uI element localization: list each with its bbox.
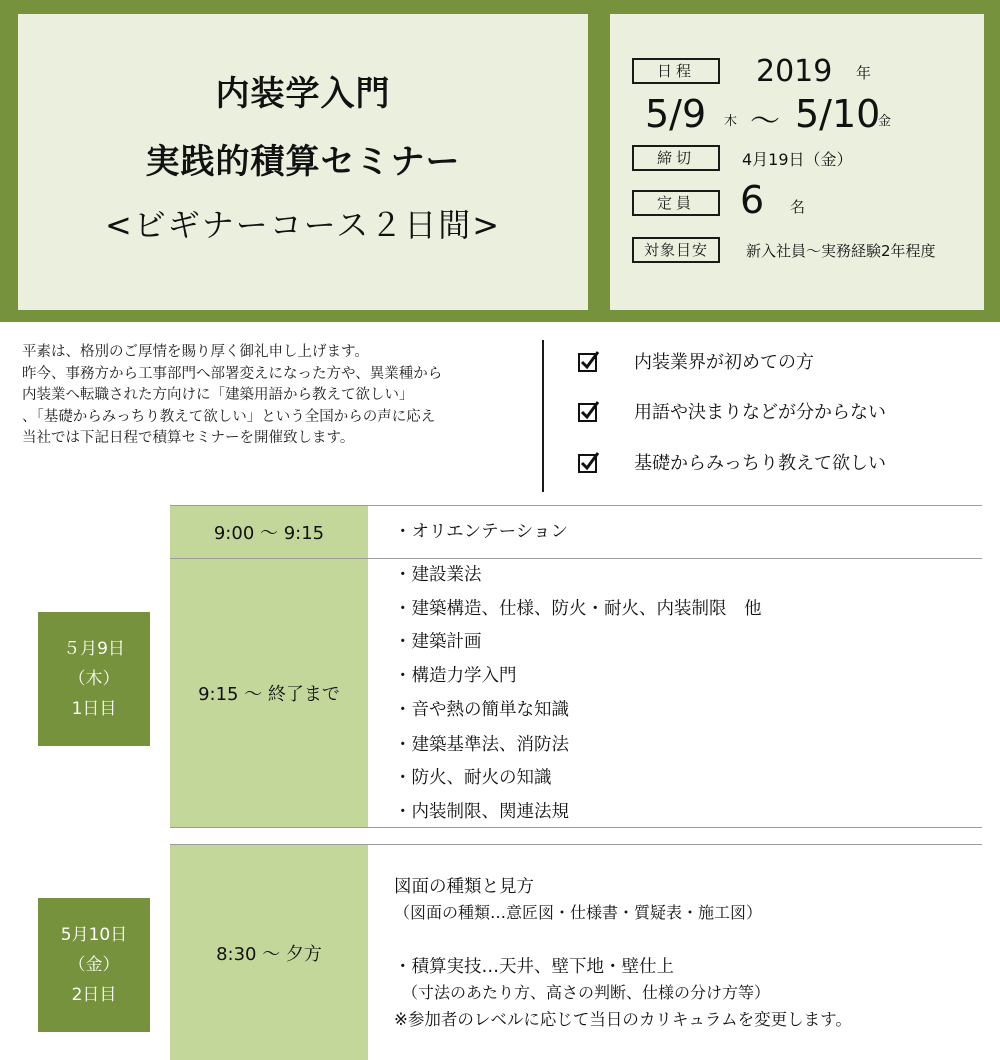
capacity-number: 6: [740, 178, 765, 222]
session-item: ・積算実技…天井、壁下地・壁仕上: [394, 957, 674, 977]
time-cell-day-2: [170, 845, 368, 1060]
deadline-label: 締切: [632, 145, 720, 171]
capacity-unit: 名: [790, 198, 806, 216]
intro-line: 、「基礎からみっちり教えて欲しい」という全国からの声に応え: [22, 408, 436, 425]
end-day-of-week: 金: [878, 114, 892, 129]
checklist-item: [578, 346, 814, 376]
day-2-badge: [38, 898, 150, 1032]
session-item: ・建築基準法、消防法: [394, 735, 569, 755]
checkbox-checked-icon: [578, 451, 600, 473]
day-1-day-of-week: （木）: [68, 669, 120, 689]
checkbox-checked-icon: [578, 400, 600, 422]
target-label: 対象目安: [632, 237, 720, 263]
session-item: ・内装制限、関連法規: [394, 802, 569, 822]
session-note: （寸法のあたり方、高さの判断、仕様の分け方等）: [394, 983, 771, 1002]
checklist-item-label: 基礎からみっちり教えて欲しい: [634, 453, 886, 474]
deadline-value: 4月19日（金）: [742, 150, 853, 169]
start-day-of-week: 木: [724, 114, 738, 129]
day-1-date: ５月9日: [63, 639, 125, 659]
checklist-item: [578, 396, 886, 426]
start-date: 5/9: [645, 92, 707, 136]
session-item: ・音や熱の簡単な知識: [394, 700, 569, 720]
checklist-item-label: 用語や決まりなどが分からない: [634, 402, 886, 423]
year-unit: 年: [856, 64, 872, 82]
title-line-1: 内装学入門: [215, 74, 391, 114]
day-2-label: 2日目: [71, 985, 117, 1005]
curriculum-note: ※参加者のレベルに応じて当日のカリキュラムを変更します。: [394, 1010, 852, 1029]
session-item: ・防火、耐火の知識: [394, 768, 552, 788]
day-1-label: 1日目: [71, 699, 117, 719]
capacity-label: 定員: [632, 190, 720, 216]
checklist-item-label: 内装業界が初めての方: [634, 352, 814, 373]
year-number: 2019: [756, 54, 833, 89]
time-cell-orientation: [170, 506, 368, 558]
session-note: （図面の種類…意匠図・仕様書・質疑表・施工図）: [394, 903, 763, 922]
schedule-label: 日程: [632, 58, 720, 84]
row-divider: [170, 827, 982, 828]
title-line-2: 実践的積算セミナー: [145, 142, 461, 182]
time-label: 9:00 ～ 9:15: [213, 523, 325, 544]
day-1-badge: [38, 612, 150, 746]
checklist-item: [578, 447, 886, 477]
title-line-3: <ビギナーコース２日間>: [104, 206, 502, 244]
intro-paragraph: [22, 342, 542, 450]
intro-line: 当社では下記日程で積算セミナーを開催致します。: [22, 430, 355, 446]
day-2-day-of-week: （金）: [68, 955, 120, 975]
time-label: 9:15 ～ 終了まで: [198, 684, 340, 705]
date-range-tilde: ～: [750, 104, 780, 139]
day-2-date: 5月10日: [60, 925, 128, 945]
target-value: 新入社員～実務経験2年程度: [746, 242, 936, 260]
time-label: 8:30 ～ 夕方: [216, 943, 322, 965]
vertical-divider: [542, 340, 544, 492]
intro-line: 内装業へ転職された方向けに「建築用語から教えて欲しい」: [22, 387, 414, 403]
checkbox-checked-icon: [578, 350, 600, 372]
time-cell-main: [170, 559, 368, 827]
intro-line: 平素は、格別のご厚情を賜り厚く御礼申し上げます。: [22, 344, 369, 360]
intro-line: 昨今、事務方から工事部門へ部署変えになった方や、異業種から: [22, 365, 443, 382]
title-panel: [18, 14, 588, 310]
session-item: ・建築計画: [394, 632, 482, 652]
session-item: ・オリエンテーション: [394, 522, 568, 542]
session-heading: 図面の種類と見方: [394, 877, 534, 897]
session-item: ・建設業法: [394, 565, 482, 585]
end-date: 5/10: [795, 92, 881, 136]
session-item: ・建築構造、仕様、防火・耐火、内装制限 他: [394, 599, 762, 619]
session-item: ・構造力学入門: [394, 666, 517, 686]
